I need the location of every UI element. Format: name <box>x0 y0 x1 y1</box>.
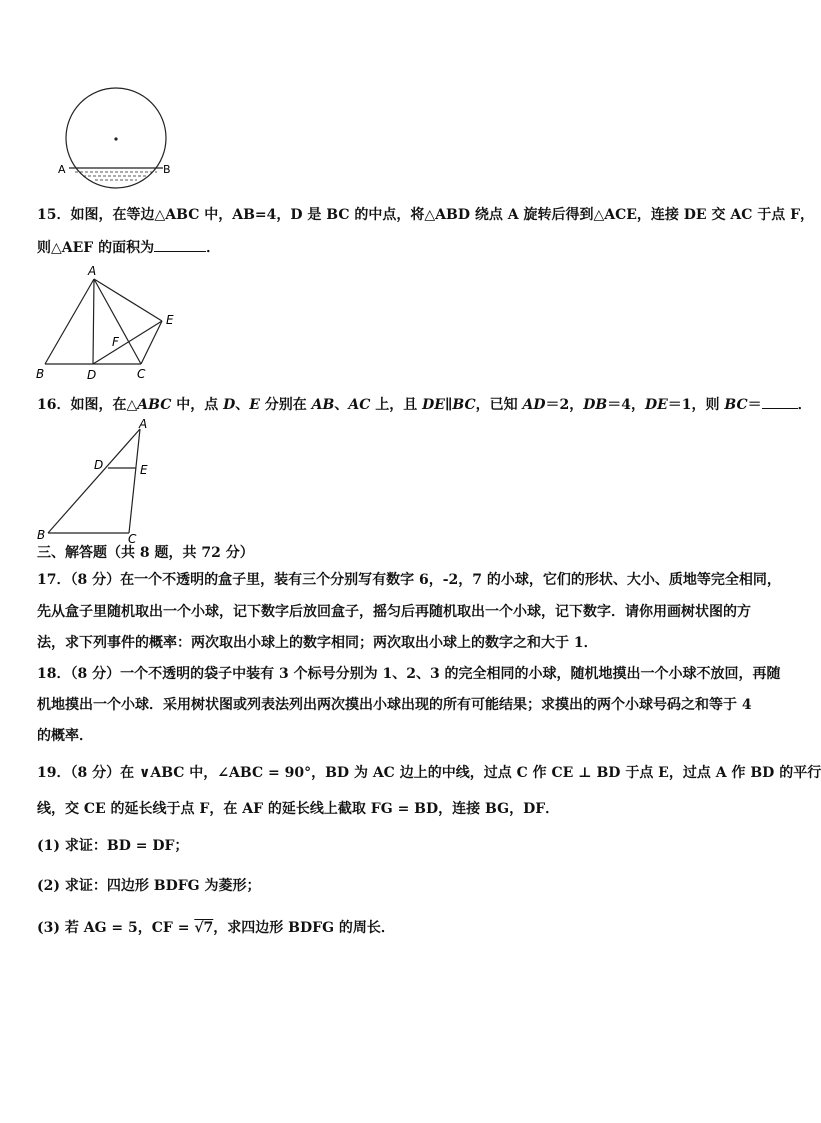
segment-ab <box>48 429 140 533</box>
q18-line1: 18．（8 分）一个不透明的袋子中装有 3 个标号分别为 1、2、3 的完全相同的小球，随机地摸出一个小球不放回，再随 <box>37 666 781 682</box>
circle-center-dot <box>114 137 117 140</box>
q16-d: D <box>223 397 236 413</box>
q16-e: E <box>249 397 260 413</box>
q17-line2: 先从盒子里随机取出一个小球，记下数字后放回盒子，摇匀后再随机取出一个小球，记下数字．请你用画树状图的方 <box>37 604 751 620</box>
triangle-figure-q16 <box>32 416 162 546</box>
q16-text-4: 上，且 <box>370 397 423 413</box>
label-b: B <box>37 528 46 542</box>
segment-ac <box>129 429 140 533</box>
circle-figure <box>55 85 180 185</box>
q16-text-3: 分别在 <box>259 397 312 413</box>
section-heading: 三、解答题（共 8 题，共 72 分） <box>37 545 254 561</box>
q16-end: ． <box>797 397 812 413</box>
q16-sep-1: 、 <box>235 397 250 413</box>
q19-part3 <box>37 918 395 938</box>
segment-ab <box>45 279 94 364</box>
q16-sep-2: 、 <box>334 397 349 413</box>
q19-part2: (2) 求证：四边形 BDFG 为菱形； <box>37 878 261 894</box>
q16-db: DB <box>583 397 608 413</box>
q16-db-val: ＝4， <box>607 397 645 413</box>
label-a: A <box>88 264 97 278</box>
label-d: D <box>94 458 104 472</box>
sqrt-7: √7 <box>194 920 214 936</box>
segment-ac <box>94 279 141 364</box>
q17-line3: 法，求下列事件的概率：两次取出小球上的数字相同；两次取出小球上的数字之和大于 1． <box>37 635 598 651</box>
q19-part3-text: (3) 若 AG = 5，CF = <box>37 920 195 936</box>
q16-bc-eq: ＝ <box>747 397 762 413</box>
q16-debc: DE∥BC <box>422 397 476 413</box>
q16-text-5: ，已知 <box>475 397 523 413</box>
answer-blank <box>154 237 206 252</box>
q16-bc: BC <box>724 397 748 413</box>
q15-line1: 15．如图，在等边△ABC 中，AB=4，D 是 BC 的中点，将△ABD 绕点 A 旋转后得到△ACE，连接 DE 交 AC 于点 F， <box>37 207 815 223</box>
q19-part1: (1) 求证：BD = DF； <box>37 838 189 854</box>
label-d: D <box>87 368 97 382</box>
label-e: E <box>166 313 174 327</box>
label-f: F <box>112 335 119 349</box>
q15-line2-end: ． <box>206 240 221 256</box>
q16-line1 <box>37 394 812 415</box>
q15-line2-text: 则△AEF 的面积为 <box>37 240 155 256</box>
q16-de: DE <box>644 397 668 413</box>
answer-blank <box>762 394 798 409</box>
q16-text-1: 16．如图，在△ <box>37 397 138 413</box>
segment-ae <box>94 279 162 321</box>
label-c: C <box>137 367 146 381</box>
q18-line3: 的概率． <box>37 728 93 744</box>
triangle-figure-q15 <box>30 262 190 384</box>
q15-line2 <box>37 237 220 258</box>
segment-ad <box>93 279 94 364</box>
q16-ad: AD <box>522 397 546 413</box>
q16-ac: AC <box>348 397 371 413</box>
point-a-label: A <box>58 163 66 176</box>
q16-abc: ABC <box>137 397 172 413</box>
q18-line2: 机地摸出一个小球．采用树状图或列表法列出两次摸出小球出现的所有可能结果；求摸出的两个小球号码之和等于 4 <box>37 697 752 713</box>
q16-ad-val: ＝2， <box>545 397 584 413</box>
q19-part3-end: ，求四边形 BDFG 的周长． <box>213 920 395 936</box>
q19-line1: 19．（8 分）在 ∨ABC 中，∠ABC = 90°，BD 为 AC 边上的中线，过点 C 作 CE ⊥ BD 于点 E，过点 A 作 BD 的平行 <box>37 765 821 781</box>
label-b: B <box>36 367 45 381</box>
q16-text-2: 中，点 <box>171 397 224 413</box>
point-b-label: B <box>163 163 171 176</box>
q19-line2: 线，交 CE 的延长线于点 F，在 AF 的延长线上截取 FG = BD，连接 BG，DF． <box>37 801 560 817</box>
label-e: E <box>140 463 148 477</box>
q16-ab: AB <box>311 397 335 413</box>
label-c: C <box>128 532 137 546</box>
label-a: A <box>139 417 148 431</box>
q17-line1: 17．（8 分）在一个不透明的盒子里，装有三个分别写有数字 6，-2，7 的小球，它们的形状、大小、质地等完全相同， <box>37 572 781 588</box>
q16-de-val: ＝1，则 <box>667 397 725 413</box>
